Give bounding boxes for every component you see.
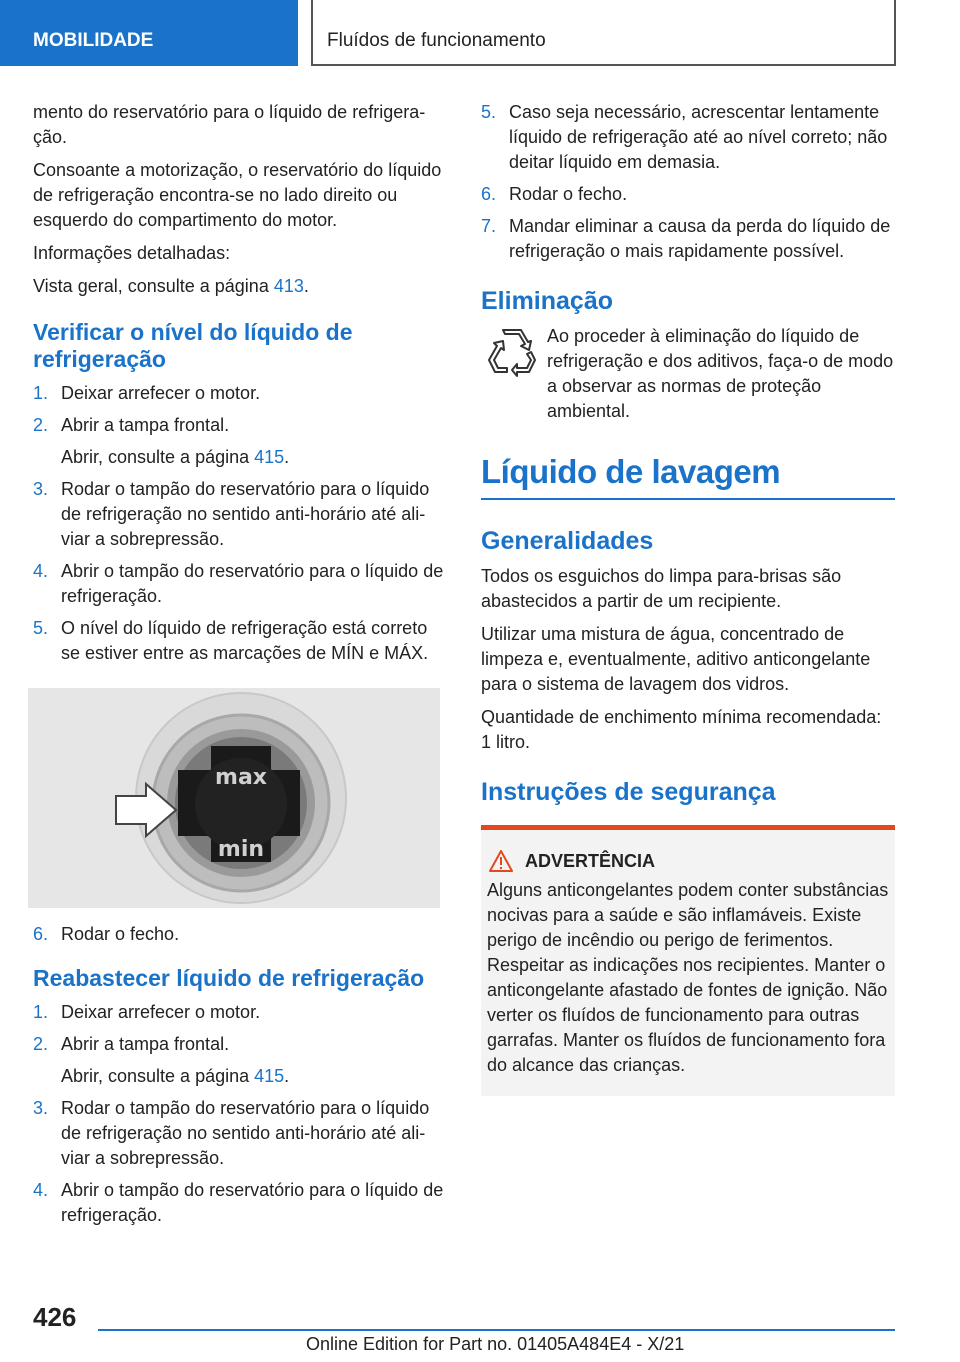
list-item: 3. Rodar o tampão do reservatório para o líquido de refrigeração no sentido anti-horário até aliviar a sobrepressão. (33, 1098, 430, 1168)
page-link-415[interactable]: 415 (254, 1066, 285, 1086)
check-steps-list (33, 381, 445, 666)
list-item: 3. Rodar o tampão do reservatório para o líquido de refrigeração no sentido anti-horário até aliviar a sobrepressão. (33, 479, 430, 549)
warning-text: Alguns anticongelantes podem conter substâncias nocivas para a saúde e são inflamáveis. Existe perigo de incêndio ou perigo de ferimentos. Respeitar as indicações nos recipientes. Manter o anticongelante afastado de fontes de ignição. Não verter os fluídos de funcionamento para outras garrafas. Manter os fluídos de funcionamento fora do alcance das crianças. (487, 880, 889, 1075)
reservoir-cap-illustration (28, 688, 440, 908)
page-link-415[interactable]: 415 (254, 447, 285, 467)
list-item: 5. O nível do líquido de refrigeração está correto se estiver entre as marcações de MÍN e MÁX. (33, 618, 429, 663)
list-item: 4. Abrir o tampão do reservatório para o líquido de refrigeração. (33, 561, 444, 606)
right-column (481, 100, 895, 1096)
disposal-heading: Eliminação (481, 287, 613, 315)
general-heading: Generalidades (481, 527, 654, 555)
list-item: 2. Abrir a tampa frontal. Abrir, consulte a página 415. (33, 415, 290, 467)
list-item: 1. Deixar arrefecer o motor. (33, 1002, 261, 1022)
min-marking: min (217, 837, 265, 862)
list-item: 2. Abrir a tampa frontal. Abrir, consulte a página 415. (33, 1034, 290, 1086)
check-steps-list-continued (33, 922, 445, 947)
list-item: 5. Caso seja necessário, acrescentar lentamente líquido de refrigeração até ao nível correto; não deitar líquido em demasia. (481, 102, 888, 172)
page-link-413[interactable]: 413 (273, 276, 304, 296)
footer-divider (98, 1329, 895, 1331)
intro-paragraph: Consoante a motorização, o reservatório do líquido de refrigeração encontra-se no lado direito ou esquerdo do compartimento do motor. (33, 160, 442, 230)
max-marking: max (215, 765, 267, 790)
list-item: 6. Rodar o fecho. (33, 924, 180, 944)
overview-reference: Vista geral, consulte a página 413. (33, 276, 309, 296)
list-item: 4. Abrir o tampão do reservatório para o líquido de refrigeração. (33, 1180, 444, 1225)
check-level-heading: Verificar o nível do líquido de refrigeração (33, 319, 353, 372)
intro-paragraph: mento do reservatório para o líquido de refrigeração. (33, 102, 426, 147)
disposal-note (481, 324, 895, 424)
disposal-text: Ao proceder à eliminação do líquido de refrigeração e dos aditivos, faça-o de modo a observar as normas de proteção ambiental. (547, 326, 894, 421)
warning-triangle-icon (489, 850, 513, 872)
list-item: 6. Rodar o fecho. (481, 184, 628, 204)
general-paragraph: Utilizar uma mistura de água, concentrado de limpeza e, eventualmente, aditivo anticongelante para o sistema de lavagem dos vidros. (481, 624, 871, 694)
list-item: 7. Mandar eliminar a causa da perda do líquido de refrigeração o mais rapidamente possível. (481, 216, 891, 261)
refill-steps-list (33, 1000, 445, 1228)
intro-paragraph: Informações detalhadas: (33, 243, 231, 263)
refill-heading: Reabastecer líquido de refrigeração (33, 965, 425, 991)
edition-note: Online Edition for Part no. 01405A484E4 - X/21 (306, 1334, 685, 1354)
general-paragraph: Quantidade de enchimento mínima recomendada: 1 litro. (481, 707, 882, 752)
recycle-icon (481, 324, 543, 386)
page-number: 426 (33, 1302, 77, 1332)
warning-title: ADVERTÊNCIA (525, 850, 656, 871)
section-tab[interactable]: MOBILIDADE (0, 0, 298, 66)
chapter-title: Fluídos de funcionamento (311, 0, 896, 66)
left-column (33, 100, 445, 1235)
refill-steps-list-continued (481, 100, 895, 264)
coolant-reservoir-photo (28, 688, 440, 908)
list-item: 1. Deixar arrefecer o motor. (33, 383, 261, 403)
warning-box (481, 825, 895, 1096)
washer-fluid-heading: Líquido de lavagem (481, 452, 895, 500)
page-header (0, 0, 960, 66)
general-paragraph: Todos os esguichos do limpa para-brisas são abastecidos a partir de um recipiente. (481, 566, 842, 611)
safety-heading: Instruções de segurança (481, 778, 776, 806)
